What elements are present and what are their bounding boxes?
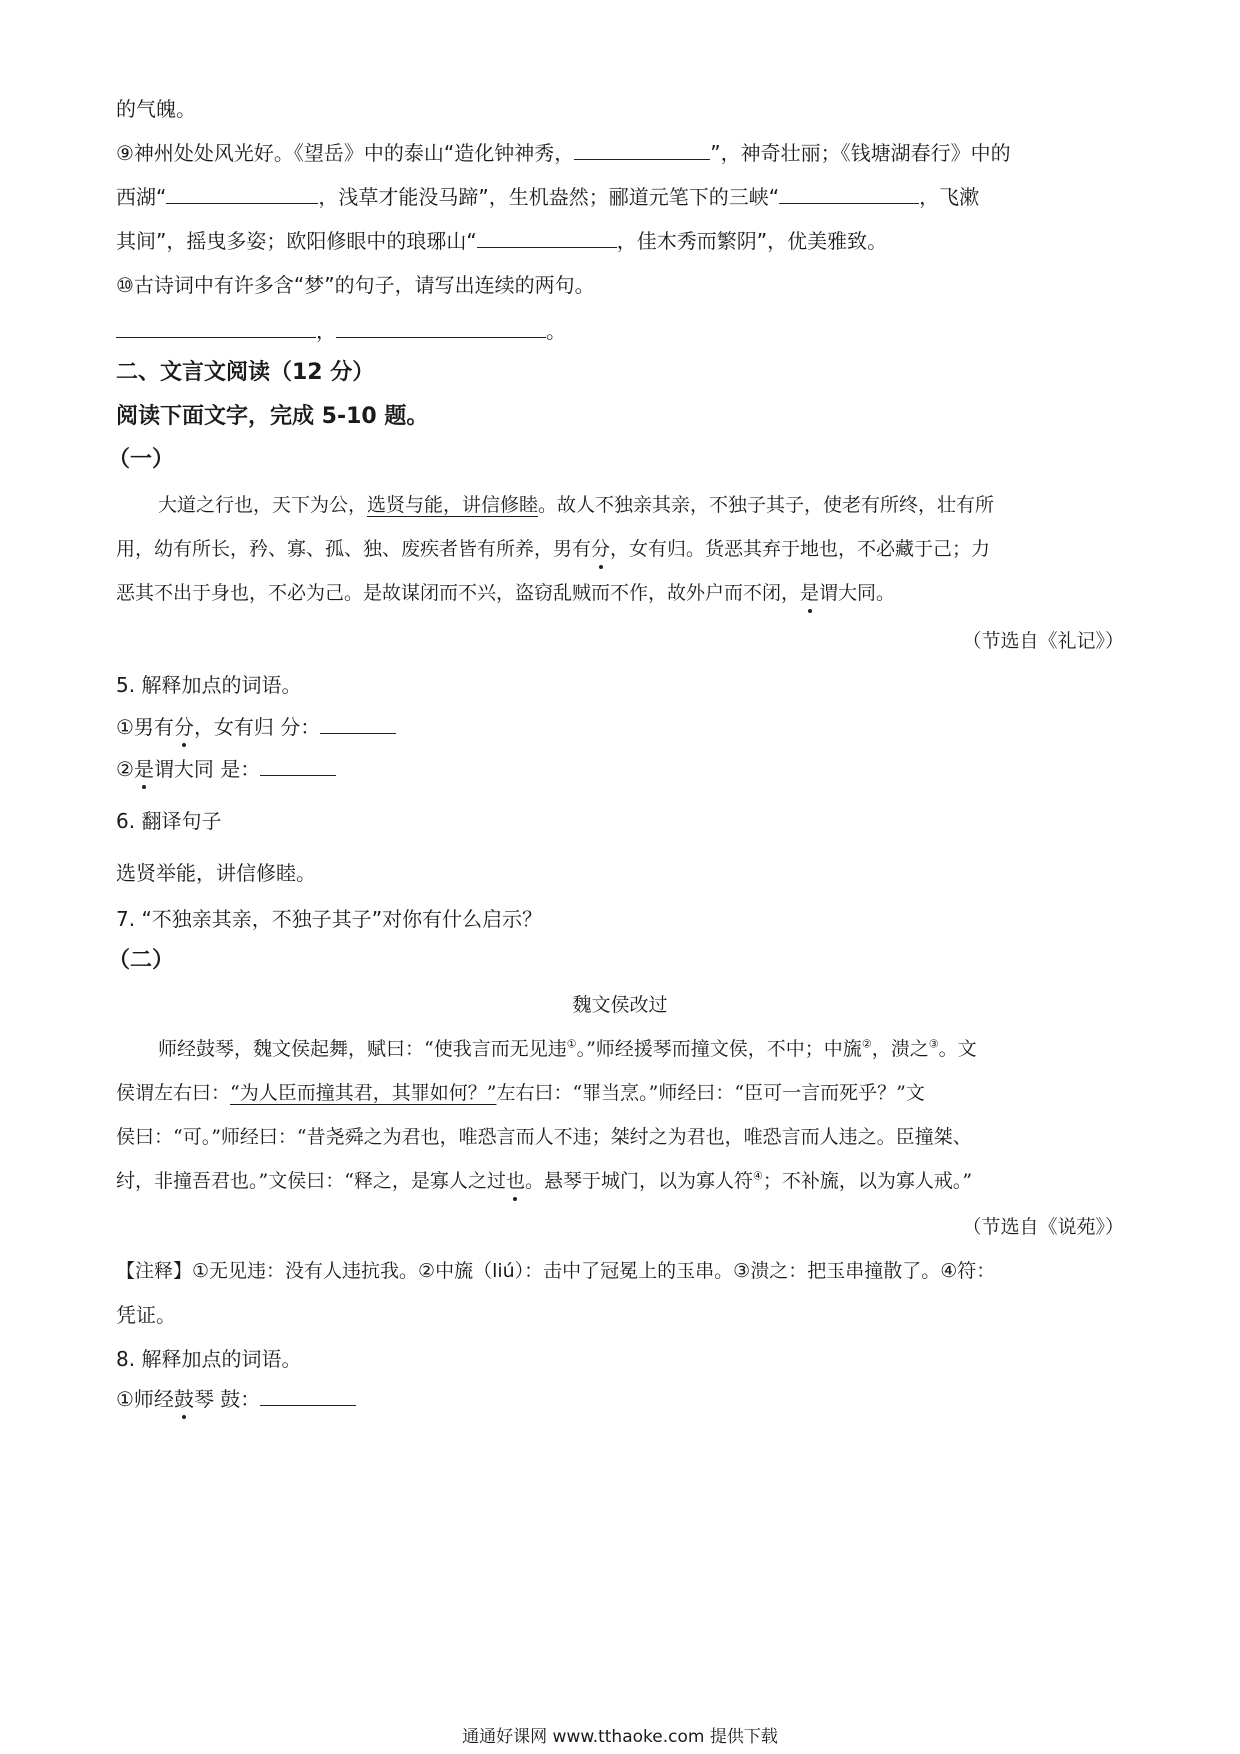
note-marker: ① (566, 1037, 577, 1051)
question-text: ② (116, 757, 134, 781)
q9-line-3 (116, 228, 887, 254)
section-instruction: 阅读下面文字，完成 5-10 题。 (116, 404, 429, 429)
q9-text: ”，神奇壮丽；《钱塘湖春行》中的 (710, 141, 1011, 165)
answer-blank[interactable] (260, 1387, 356, 1406)
passage2-title: 魏文侯改过 (572, 994, 668, 1016)
annotation-line-2: 凭证。 (116, 1303, 176, 1327)
q9-line-1 (116, 140, 1011, 166)
passage-text: 恶其不出于身也，不必为己。是故谋闭而不兴，盗窃乱贼而不作，故外户而不闭， (116, 582, 801, 604)
question-text: ①男有 (116, 715, 174, 739)
q10-answer-line (116, 318, 566, 344)
passage2-line-4 (116, 1168, 972, 1194)
question-text: ①师经 (116, 1387, 174, 1411)
underlined-sentence: 选贤与能，讲信修睦 (367, 494, 539, 516)
answer-blank[interactable] (477, 229, 617, 248)
note-marker: ③ (928, 1037, 939, 1051)
q9-text: ，飞漱 (919, 185, 980, 209)
q9-text: 其间”，摇曳多姿；欧阳修眼中的琅琊山“ (116, 229, 477, 253)
question-text: 琴 鼓： (193, 1387, 261, 1411)
part-one-label: （一） (108, 447, 175, 472)
q9-text: ，浅草才能没马蹄”，生机盎然；郦道元笔下的三峡“ (318, 185, 780, 209)
dotted-word: 是 (800, 582, 820, 604)
q7-title: 7. “不独亲其亲，不独子其子”对你有什么启示？ (116, 907, 543, 931)
passage-text: ；不补旒，以为寡人戒。” (762, 1170, 973, 1192)
q9-text: ，佳木秀而繁阴”，优美雅致。 (616, 229, 888, 253)
q9-text: 西湖“ (116, 185, 167, 209)
passage-text: 侯谓左右曰： (116, 1082, 231, 1104)
answer-blank[interactable] (336, 319, 546, 338)
q8-item-1 (116, 1386, 356, 1412)
passage1-line-2 (116, 536, 990, 562)
q10-prompt: ⑩古诗词中有许多含“梦”的句子，请写出连续的两句。 (116, 273, 595, 297)
section-title: 二、文言文阅读（12 分） (116, 360, 375, 385)
part-two-label: （二） (108, 948, 175, 973)
q5-item-1 (116, 714, 396, 740)
q9-text: ⑨神州处处风光好。《望岳》中的泰山“造化钟神秀， (116, 141, 575, 165)
answer-blank[interactable] (116, 319, 316, 338)
underlined-sentence: “为人臣而撞其君，其罪如何？” (230, 1082, 497, 1104)
q6-title: 6. 翻译句子 (116, 809, 222, 833)
q9-line-2 (116, 184, 979, 210)
period: 。 (546, 319, 566, 343)
comma: ， (316, 319, 336, 343)
answer-blank[interactable] (166, 185, 318, 204)
source-citation: （节选自《说苑》） (962, 1216, 1124, 1238)
q6-sentence: 选贤举能，讲信修睦。 (116, 861, 316, 885)
answer-blank[interactable] (574, 141, 710, 160)
question-text: ，女有归 分： (193, 715, 321, 739)
passage-text: 师经鼓琴，魏文侯起舞，赋曰：“使我言而无见违 (158, 1038, 567, 1060)
q8-title: 8. 解释加点的词语。 (116, 1347, 302, 1371)
annotation-line-1: 【注释】①无见违：没有人违抗我。②中旒（liú）：击中了冠冕上的玉串。③溃之：把玉串撞散了。④符： (116, 1260, 996, 1282)
question-text: 谓大同 是： (153, 757, 261, 781)
dotted-word: 鼓 (173, 1387, 194, 1411)
footer-download-note: 通通好课网 www.tthaoke.com 提供下载 (462, 1727, 778, 1747)
passage-text: 。故人不独亲其亲，不独子其子，使老有所终，壮有所 (538, 494, 995, 516)
answer-blank[interactable] (320, 715, 396, 734)
passage2-line-2 (116, 1080, 925, 1106)
passage-text: ，溃之 (871, 1038, 929, 1060)
passage1-line-3 (116, 580, 895, 606)
dotted-word: 分 (173, 715, 194, 739)
passage-text: 纣，非撞吾君也。”文侯曰：“释之，是寡人之过 (116, 1170, 506, 1192)
q5-item-2 (116, 756, 336, 782)
passage-text: 。悬琴于城门，以为寡人符 (524, 1170, 753, 1192)
answer-blank[interactable] (260, 757, 336, 776)
dotted-word: 分 (591, 538, 611, 560)
answer-blank[interactable] (779, 185, 919, 204)
passage1-line-1 (158, 492, 994, 518)
passage-text: ，女有归。货恶其弃于地也，不必藏于己；力 (610, 538, 991, 560)
passage2-line-1 (158, 1036, 977, 1062)
q5-title: 5. 解释加点的词语。 (116, 673, 302, 697)
passage-text: 。”师经援琴而撞文侯，不中；中旒 (576, 1038, 862, 1060)
note-marker: ④ (752, 1169, 763, 1183)
passage-text: 。文 (938, 1038, 977, 1060)
dotted-word: 也 (505, 1170, 525, 1192)
passage-text: 谓大同。 (819, 582, 896, 604)
passage-text: 大道之行也，天下为公， (158, 494, 368, 516)
note-marker: ② (861, 1037, 872, 1051)
source-citation: （节选自《礼记》） (962, 630, 1124, 652)
passage-text: 用，幼有所长，矜、寡、孤、独、废疾者皆有所养，男有 (116, 538, 592, 560)
passage2-line-3: 侯曰：“可。”师经曰：“昔尧舜之为君也，唯恐言而人不违；桀纣之为君也，唯恐言而人违之。臣撞桀、 (116, 1126, 972, 1148)
continued-line: 的气魄。 (116, 97, 196, 121)
passage-text: 左右曰：“罪当烹。”师经曰：“臣可一言而死乎？”文 (496, 1082, 925, 1104)
dotted-word: 是 (133, 757, 154, 781)
